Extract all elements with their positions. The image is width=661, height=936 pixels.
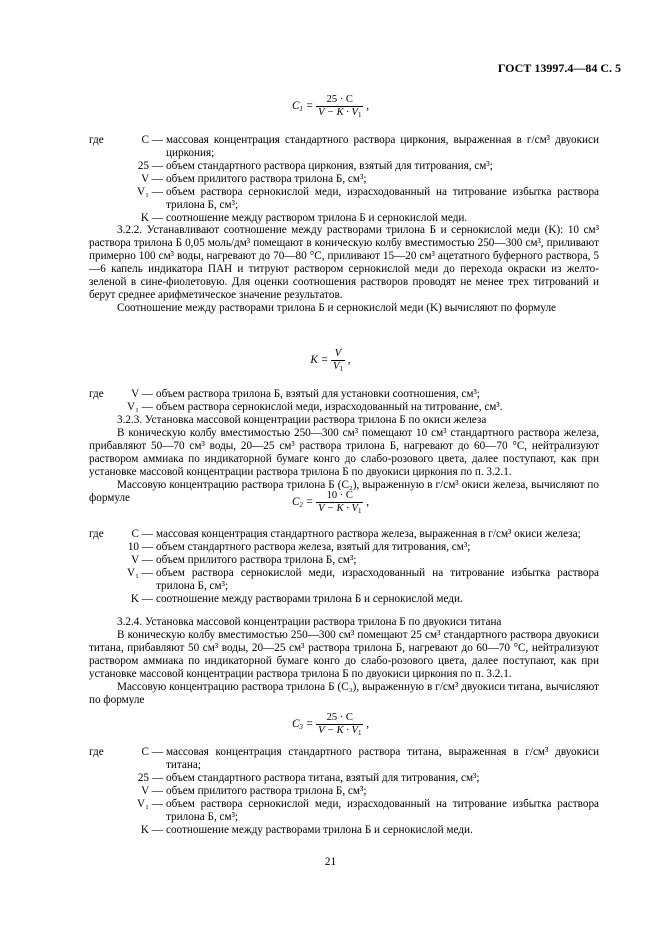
definition-item: [89, 798, 599, 824]
section-3-2-2: [89, 224, 599, 315]
definition-lead: где: [89, 388, 104, 400]
definition-lead: где: [89, 746, 104, 758]
definition-item: [89, 541, 599, 554]
page-number: 21: [324, 856, 337, 868]
definition-symbol: K —: [140, 824, 163, 837]
definition-lead: [89, 173, 113, 186]
definition-symbol: V —: [131, 388, 153, 400]
formula-c1-numerator: 25 · C: [316, 94, 363, 107]
definition-text: массовая концентрация стандартного раствора циркония, выраженная в г/см³ двуокиси циркония;: [166, 134, 599, 160]
definition-symbol: K —: [130, 593, 153, 606]
definition-item: [89, 388, 599, 401]
definition-item: [89, 401, 599, 414]
definition-symbol: V —: [131, 554, 153, 567]
definition-lead: где: [89, 134, 104, 146]
definitions-c3: [89, 746, 599, 837]
definition-text: массовая концентрация стандартного раствора титана, выраженная в г/см³ двуокиси титана;: [166, 746, 599, 772]
definitions-c2: [89, 528, 599, 606]
definition-text: объем раствора сернокислой меди, израсходованный на титрование избытка раствора трилона Б, см³;: [156, 567, 599, 593]
definition-lead: [89, 772, 113, 785]
definition-symbol: 25 —: [137, 772, 163, 785]
definition-item: [89, 746, 599, 772]
definition-text: объем стандартного раствора циркония, взятый для титрования, см³;: [166, 160, 493, 173]
definition-lead: [89, 785, 113, 798]
definition-text: объем прилитого раствора трилона Б, см³;: [166, 173, 367, 186]
definition-item: [89, 528, 599, 541]
definition-item: [89, 593, 599, 606]
definition-item: [89, 134, 599, 160]
definitions-k: [89, 388, 599, 414]
definition-lead: [89, 160, 113, 173]
definition-text: объем стандартного раствора титана, взятый для титрования, см³;: [166, 772, 480, 785]
definition-symbol: 10 —: [127, 541, 153, 554]
section-3-2-4: [89, 616, 599, 707]
definition-item: [89, 567, 599, 593]
definition-text: соотношение между растворами трилона Б и сернокислой меди.: [166, 824, 473, 837]
definition-item: [89, 772, 599, 785]
definition-text: соотношение между раствором трилона Б и сернокислой меди.: [166, 212, 468, 225]
definition-item: [89, 160, 599, 173]
definition-symbol: V₁ —: [127, 401, 153, 414]
definition-lead: [89, 186, 113, 212]
definition-lead: где: [89, 528, 104, 540]
definition-lead: [89, 541, 113, 554]
definition-text: соотношение между растворами трилона Б и сернокислой меди.: [156, 593, 463, 606]
definition-symbol: V —: [141, 173, 163, 186]
definition-lead: [89, 824, 113, 837]
formula-c3: $C_3$ = $\frac{25 \cdot C}{V - K \cdot V_1}$ ,: [291, 712, 370, 737]
page-header: ГОСТ 13997.4—84 С. 5: [497, 61, 621, 75]
formula-c3-numerator: 25 · C: [316, 712, 363, 725]
formula-c1: $C_1$ = $\frac{25 \cdot C}{V - K \cdot V_1}$ ,: [291, 94, 370, 119]
paragraph-3-2-3-formula-intro: Массовую концентрацию раствора трилона Б (C₂), выраженную в г/см³ окиси железа, вычисляют по формуле: [89, 479, 599, 505]
formula-k: K = $\frac{V}{V_1}$ ,: [310, 348, 351, 373]
definition-lead: [89, 798, 113, 824]
definition-text: объем раствора сернокислой меди, израсходованный на титрование, см³.: [156, 401, 503, 414]
definition-item: [89, 173, 599, 186]
paragraph-3-2-3: В коническую колбу вместимостью 250—300 см³ помещают 10 см³ стандартного раствора железа, прибавляют 50—70 см³ воды, 20—25 см³ раствора трилона Б, нагревают до 60—70 °С, нейтрализуют раствором аммиака по индикаторной бумаге конго до слабо-розового цвета, далее поступают, как при установке массовой концентрации раствора трилона Б по двуокиси циркония по п. 3.2.1.: [89, 427, 599, 479]
formula-c2: $C_2$ = $\frac{10 \cdot C}{V - K \cdot V_1}$ ,: [291, 490, 370, 515]
definition-lead: [89, 401, 113, 414]
definition-symbol: 25 —: [137, 160, 163, 173]
definition-symbol: K —: [140, 212, 163, 225]
formula-c2-numerator: 10 · C: [316, 490, 363, 503]
paragraph-3-2-4-formula-intro: Массовую концентрацию раствора трилона Б (C₃), выраженную в г/см³ двуокиси титана, вычисляют по формуле: [89, 681, 599, 707]
definition-symbol: V —: [141, 785, 163, 798]
definition-symbol: C —: [141, 134, 163, 146]
definition-symbol: C —: [131, 528, 153, 540]
definition-item: [89, 554, 599, 567]
definition-text: объем прилитого раствора трилона Б, см³;: [166, 785, 367, 798]
definition-symbol: V₁ —: [137, 798, 163, 811]
definition-symbol: V₁ —: [137, 186, 163, 199]
definition-text: объем прилитого раствора трилона Б, см³;: [156, 554, 357, 567]
definition-symbol: C —: [141, 746, 163, 758]
definition-symbol: V₁ —: [127, 567, 153, 580]
definitions-c1: [89, 134, 599, 225]
heading-3-2-3: 3.2.3. Установка массовой концентрации раствора трилона Б по окиси железа: [117, 414, 487, 426]
paragraph-3-2-2-formula-intro: Соотношение между растворами трилона Б и сернокислой меди (K) вычисляют по формуле: [117, 302, 556, 315]
definition-lead: [89, 593, 113, 606]
paragraph-3-2-2: 3.2.2. Устанавливают соотношение между растворами трилона Б и сернокислой меди (K): 10 см³ раствора трилона Б 0,05 моль/дм³ помещают в коническую колбу вместимостью 250—300 см³, приливают примерно 100 см³ воды, нагревают до 70—80 °С, приливают 15—20 см³ ацетатного буферного раствора, 5—6 капель индикатора ПАН и титруют раствором сернокислой меди до перехода окраски из желто-зеленой в сине-фиолетовую. Для оценки соотношения растворов проводят не менее трех титрований и берут среднее арифметическое значение результатов.: [89, 224, 599, 302]
definition-lead: [89, 554, 113, 567]
paragraph-3-2-4: В коническую колбу вместимостью 250—300 см³ помещают 25 см³ стандартного раствора двуокиси титана, прибавляют 50 см³ воды, 20—25 см³ раствора трилона Б, нагревают до 60—70 °С, нейтрализуют раствором аммиака по индикаторной бумаге конго до слабо-розового цвета, далее поступают, как при установке массовой концентрации раствора трилона Б по двуокиси циркония по п. 3.2.1.: [89, 629, 599, 681]
definition-item: [89, 785, 599, 798]
heading-3-2-4: 3.2.4. Установка массовой концентрации раствора трилона Б по двуокиси титана: [117, 616, 502, 628]
definition-text: массовая концентрация стандартного раствора железа, выраженная в г/см³ окиси железа;: [156, 528, 581, 540]
definition-text: объем раствора сернокислой меди, израсходованный на титрование избытка раствора трилона Б, см³;: [166, 798, 599, 824]
formula-k-numerator: V: [334, 348, 342, 359]
definition-text: объем раствора сернокислой меди, израсходованный на титрование избытка раствора трилона Б, см³;: [166, 186, 599, 212]
definition-lead: [89, 567, 113, 593]
definition-text: объем раствора трилона Б, взятый для установки соотношения, см³;: [156, 388, 480, 400]
definition-item: [89, 824, 599, 837]
definition-text: объем стандартного раствора железа, взятый для титрования, см³;: [156, 541, 471, 554]
definition-item: [89, 186, 599, 212]
